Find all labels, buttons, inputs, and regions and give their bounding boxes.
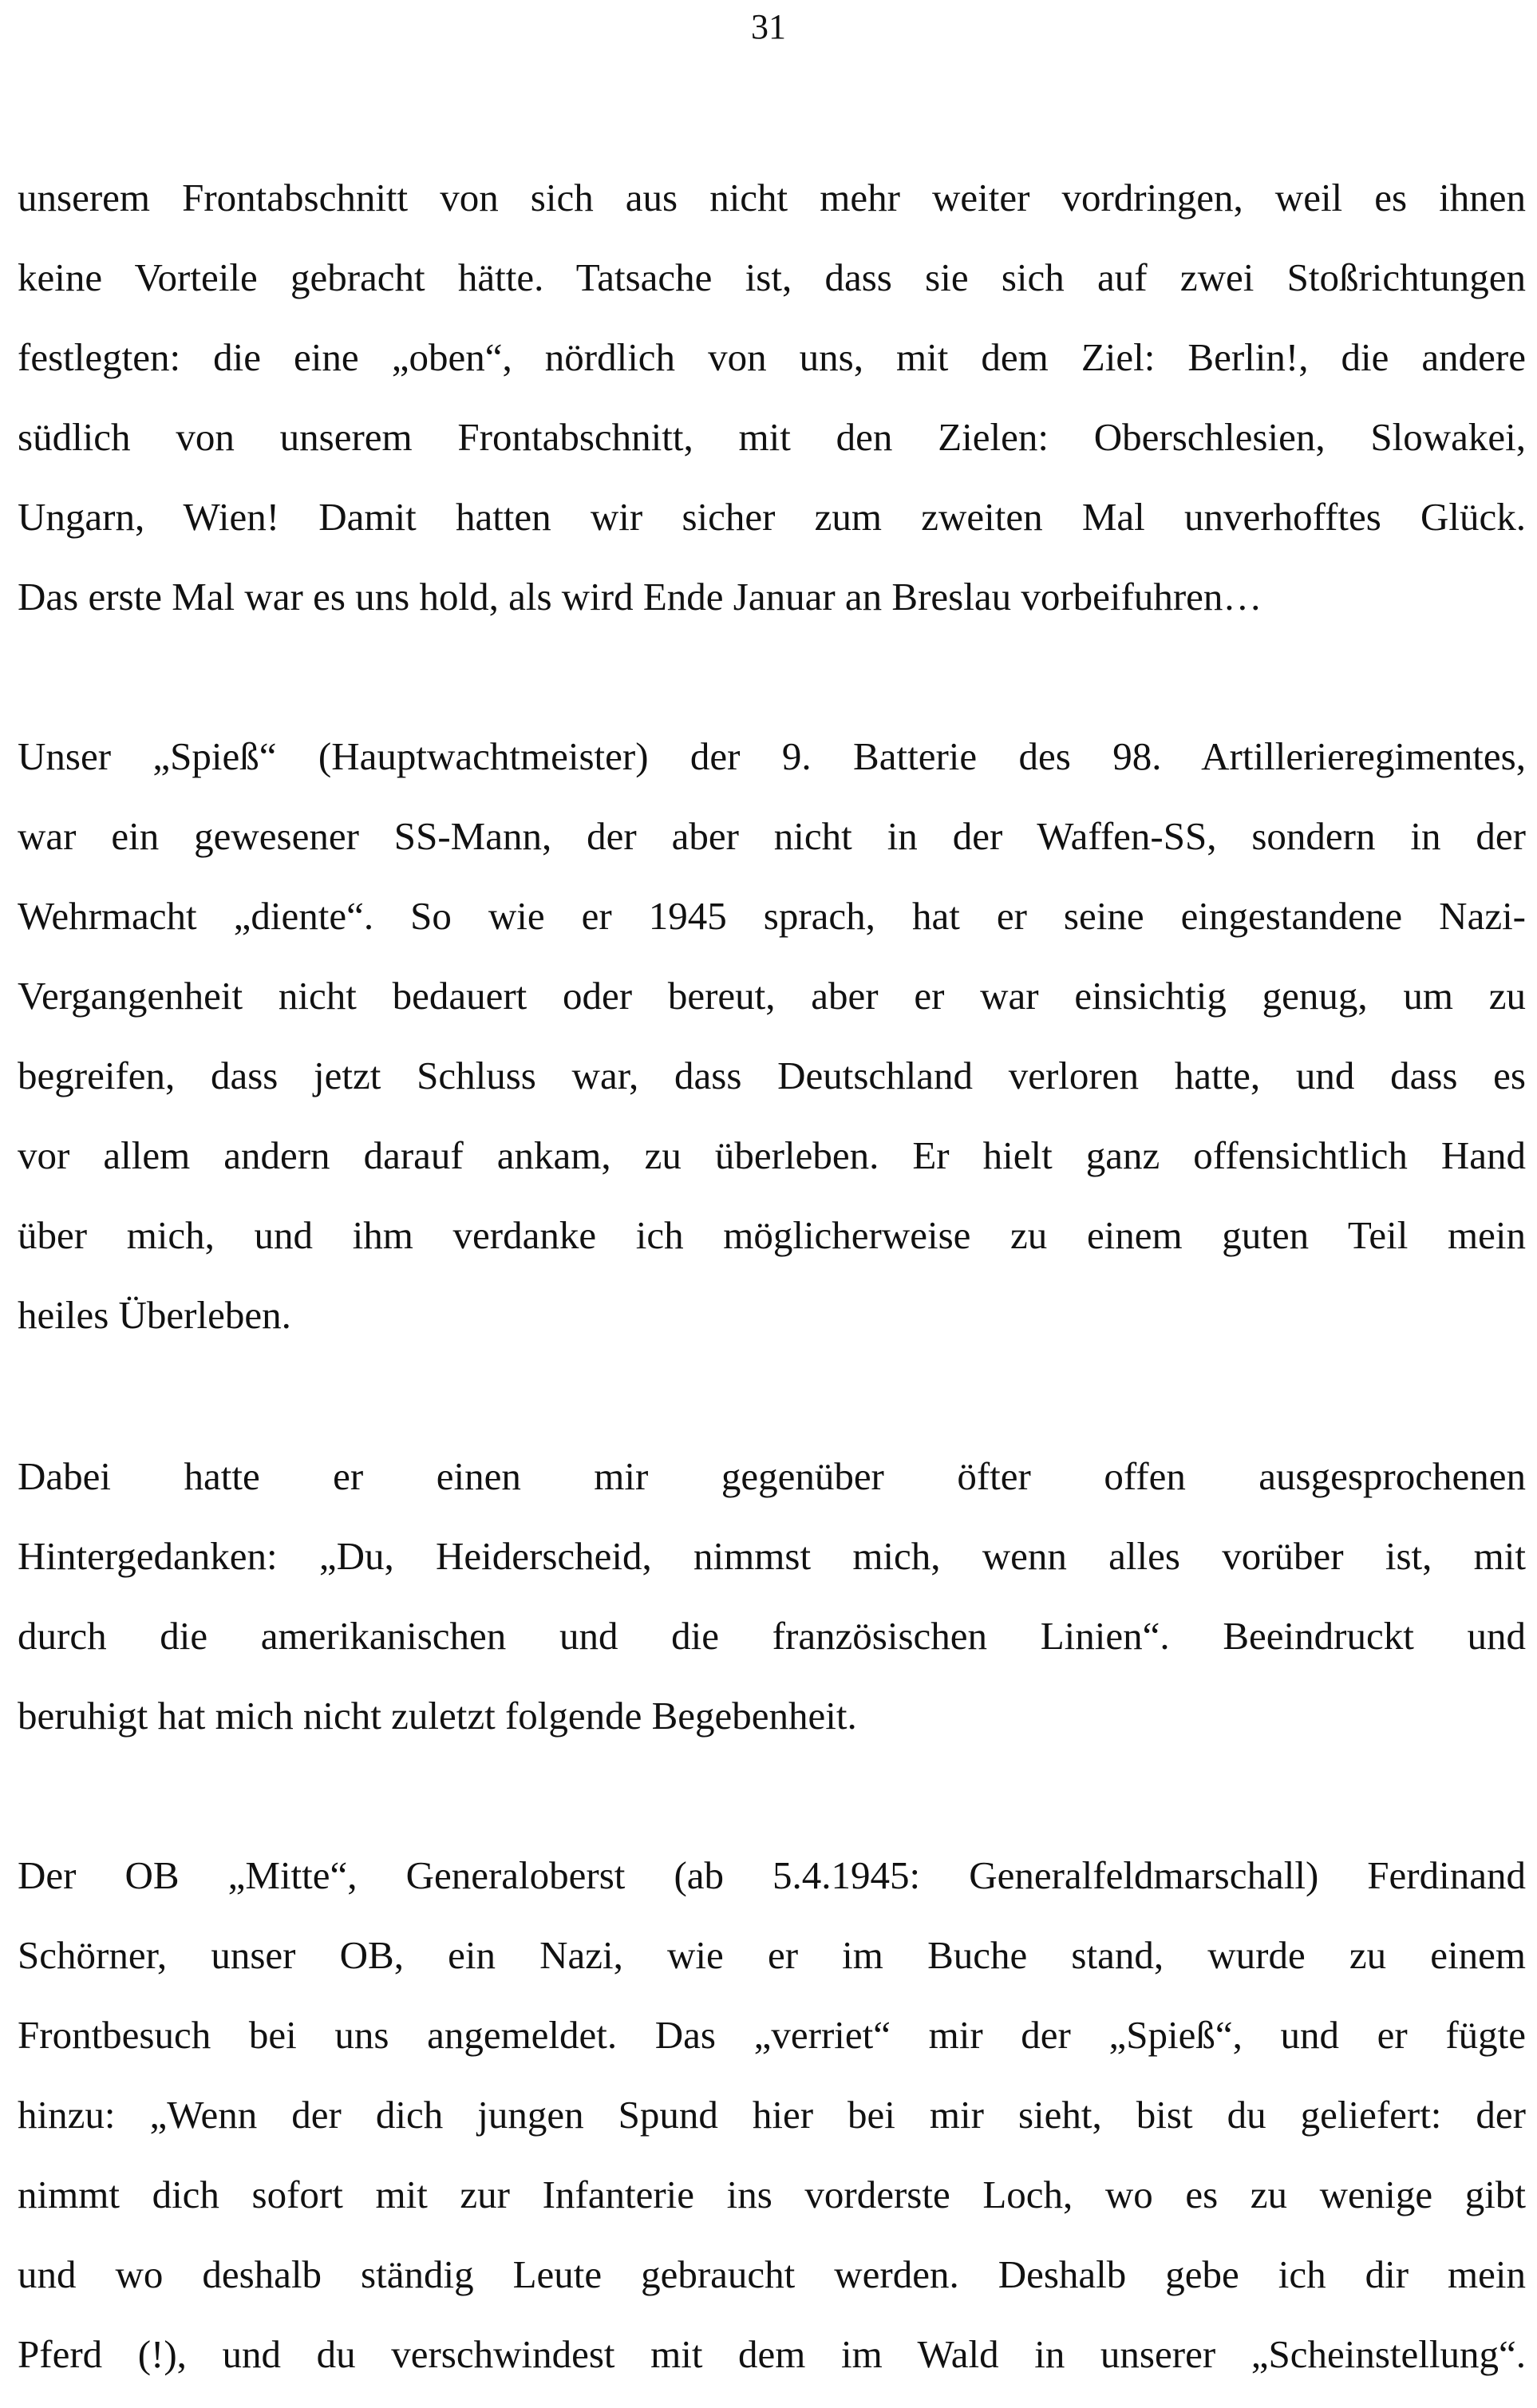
- text-line: Hintergedanken: „Du, Heiderscheid, nimmst mich, wenn alles vorüber ist, mit: [18, 1534, 1526, 1578]
- text-line: durch die amerikanischen und die französischen Linien“. Beeindruckt und: [18, 1614, 1526, 1658]
- paragraph-2: [18, 717, 1526, 1355]
- text-line: über mich, und ihm verdanke ich möglicherweise zu einem guten Teil mein: [18, 1213, 1526, 1257]
- text-line: war ein gewesener SS-Mann, der aber nicht in der Waffen-SS, sondern in der: [18, 814, 1526, 858]
- text-line: festlegten: die eine „oben“, nördlich von uns, mit dem Ziel: Berlin!, die andere: [18, 335, 1526, 379]
- paragraph-3: [18, 1437, 1526, 1756]
- text-line: nimmt dich sofort mit zur Infanterie ins vorderste Loch, wo es zu wenige gibt: [18, 2173, 1526, 2216]
- text-line: unserem Frontabschnitt von sich aus nicht mehr weiter vordringen, weil es ihnen: [18, 176, 1526, 219]
- text-line: Der OB „Mitte“, Generaloberst (ab 5.4.1945: Generalfeldmarschall) Ferdinand: [18, 1853, 1526, 1897]
- text-line: und wo deshalb ständig Leute gebraucht werden. Deshalb gebe ich dir mein: [18, 2252, 1526, 2296]
- text-line: hinzu: „Wenn der dich jungen Spund hier bei mir sieht, bist du geliefert: der: [18, 2093, 1526, 2137]
- text-line: südlich von unserem Frontabschnitt, mit den Zielen: Oberschlesien, Slowakei,: [18, 415, 1526, 459]
- text-line: Das erste Mal war es uns hold, als wird Ende Januar an Breslau vorbeifuhren…: [18, 575, 1262, 619]
- paragraph-1: [18, 158, 1526, 637]
- text-line: Dabei hatte er einen mir gegenüber öfter offen ausgesprochenen: [18, 1454, 1526, 1498]
- paragraph-4: [18, 1836, 1526, 2394]
- text-line: heiles Überleben.: [18, 1293, 291, 1337]
- text-line: Schörner, unser OB, ein Nazi, wie er im Buche stand, wurde zu einem: [18, 1933, 1526, 1977]
- text-line: begreifen, dass jetzt Schluss war, dass Deutschland verloren hatte, und dass es: [18, 1054, 1526, 1097]
- text-line: keine Vorteile gebracht hätte. Tatsache ist, dass sie sich auf zwei Stoßrichtungen: [18, 255, 1526, 299]
- text-line: Unser „Spieß“ (Hauptwachtmeister) der 9. Batterie des 98. Artillerieregimentes,: [18, 734, 1526, 778]
- text-line: Wehrmacht „diente“. So wie er 1945 sprach, hat er seine eingestandene Nazi-: [18, 894, 1526, 938]
- text-line: beruhigt hat mich nicht zuletzt folgende Begebenheit.: [18, 1694, 857, 1738]
- page-number: 31: [751, 7, 786, 46]
- text-line: Vergangenheit nicht bedauert oder bereut, aber er war einsichtig genug, um zu: [18, 974, 1526, 1018]
- text-line: Frontbesuch bei uns angemeldet. Das „verriet“ mir der „Spieß“, und er fügte: [18, 2013, 1526, 2057]
- text-line: Ungarn, Wien! Damit hatten wir sicher zum zweiten Mal unverhofftes Glück.: [18, 495, 1526, 539]
- text-line: vor allem andern darauf ankam, zu überleben. Er hielt ganz offensichtlich Hand: [18, 1133, 1526, 1177]
- text-line: Pferd (!), und du verschwindest mit dem im Wald in unserer „Scheinstellung“.: [18, 2332, 1526, 2376]
